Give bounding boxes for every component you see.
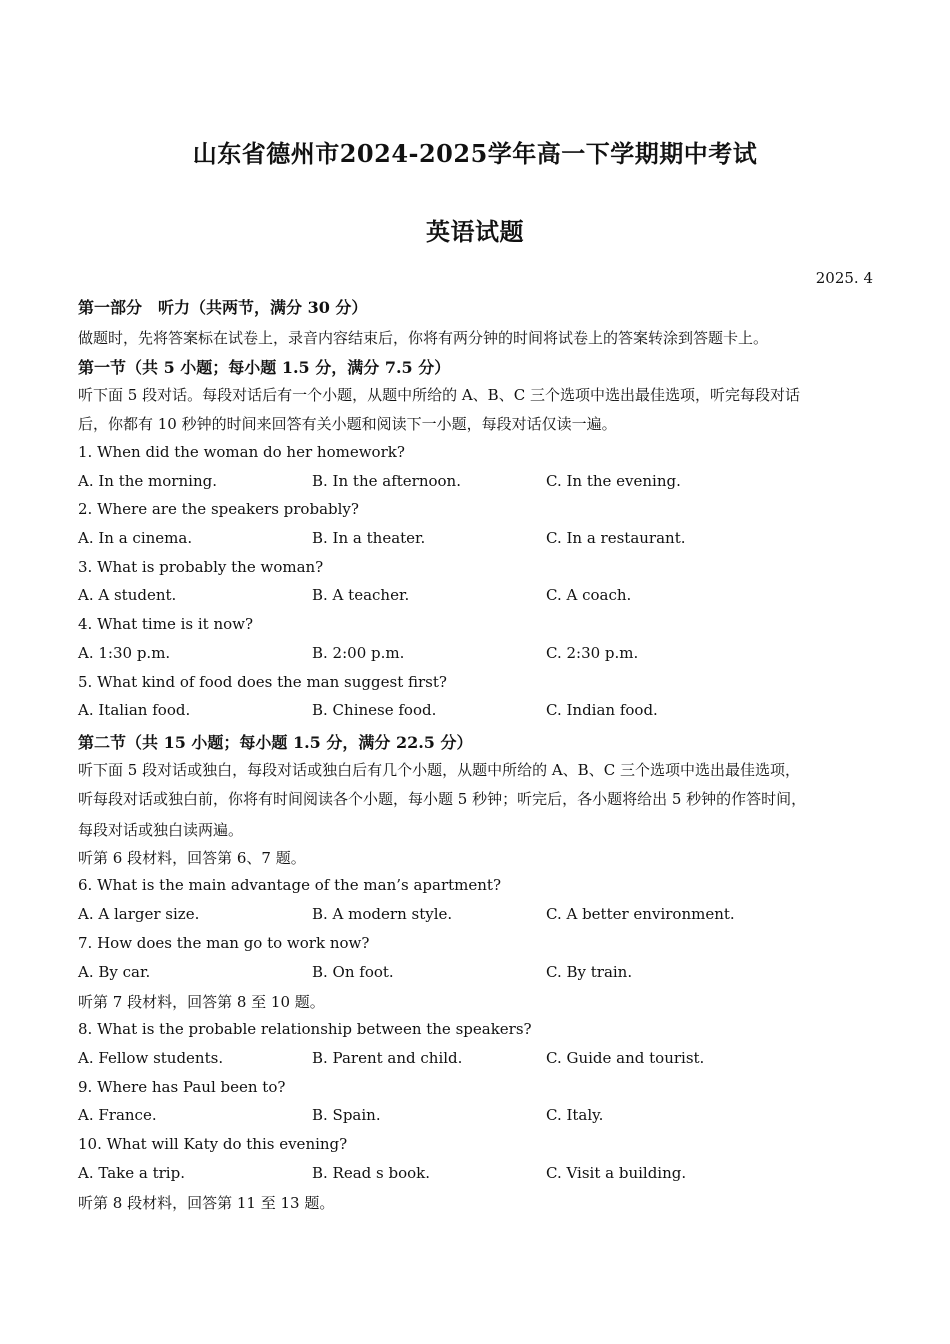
option-4c: C. 2:30 p.m. bbox=[546, 644, 639, 662]
section2-heading: 第二节（共 15 小题；每小题 1.5 分，满分 22.5 分） bbox=[78, 733, 473, 752]
exam-date: 2025. 4 bbox=[815, 269, 873, 287]
option-3c: C. A coach. bbox=[546, 586, 632, 604]
option-4a: A. 1:30 p.m. bbox=[78, 644, 171, 662]
section1-instruction-2: 后，你都有 10 秒钟的时间来回答有关小题和阅读下一小题，每段对话仅读一遍。 bbox=[78, 415, 617, 433]
option-7c: C. By train. bbox=[546, 963, 633, 981]
option-1a: A. In the morning. bbox=[78, 472, 217, 490]
option-2a: A. In a cinema. bbox=[78, 529, 193, 547]
option-8b: B. Parent and child. bbox=[312, 1049, 463, 1067]
section2-instruction-2: 听每段对话或独白前，你将有时间阅读各个小题，每小题 5 秒钟；听完后，各小题将给出 5 秒钟的作答时间， bbox=[78, 790, 807, 808]
option-10a: A. Take a trip. bbox=[78, 1164, 185, 1182]
exam-subject: 英语试题 bbox=[426, 217, 524, 246]
option-5a: A. Italian food. bbox=[78, 701, 191, 719]
option-2c: C. In a restaurant. bbox=[546, 529, 686, 547]
question-8: 8. What is the probable relationship between the speakers? bbox=[78, 1020, 532, 1038]
option-5c: C. Indian food. bbox=[546, 701, 658, 719]
material-6-note: 听第 6 段材料，回答第 6、7 题。 bbox=[78, 849, 306, 867]
question-3: 3. What is probably the woman? bbox=[78, 558, 324, 576]
question-7: 7. How does the man go to work now? bbox=[78, 934, 370, 952]
question-1: 1. When did the woman do her homework? bbox=[78, 443, 405, 461]
option-3a: A. A student. bbox=[78, 586, 177, 604]
option-10b: B. Read s book. bbox=[312, 1164, 431, 1182]
option-2b: B. In a theater. bbox=[312, 529, 426, 547]
part1-heading: 第一部分 听力（共两节，满分 30 分） bbox=[78, 298, 368, 317]
option-10c: C. Visit a building. bbox=[546, 1164, 687, 1182]
question-5: 5. What kind of food does the man suggest first? bbox=[78, 673, 447, 691]
option-8a: A. Fellow students. bbox=[78, 1049, 224, 1067]
section2-instruction-3: 每段对话或独白读两遍。 bbox=[78, 821, 244, 839]
question-9: 9. Where has Paul been to? bbox=[78, 1078, 286, 1096]
option-5b: B. Chinese food. bbox=[312, 701, 437, 719]
section2-instruction-1: 听下面 5 段对话或独白，每段对话或独白后有几个小题，从题中所给的 A、B、C 三个选项中选出最佳选项， bbox=[78, 761, 800, 779]
part1-instruction: 做题时，先将答案标在试卷上，录音内容结束后，你将有两分钟的时间将试卷上的答案转涂到答题卡上。 bbox=[78, 329, 769, 347]
question-10: 10. What will Katy do this evening? bbox=[78, 1135, 348, 1153]
exam-title: 山东省德州市2024-2025学年高一下学期期中考试 bbox=[192, 139, 758, 168]
option-9c: C. Italy. bbox=[546, 1106, 604, 1124]
option-1c: C. In the evening. bbox=[546, 472, 681, 490]
option-9a: A. France. bbox=[78, 1106, 157, 1124]
option-7b: B. On foot. bbox=[312, 963, 394, 981]
option-7a: A. By car. bbox=[78, 963, 151, 981]
option-9b: B. Spain. bbox=[312, 1106, 381, 1124]
section1-instruction-1: 听下面 5 段对话。每段对话后有一个小题，从题中所给的 A、B、C 三个选项中选出最佳选项，听完每段对话 bbox=[78, 386, 800, 404]
question-4: 4. What time is it now? bbox=[78, 615, 254, 633]
question-2: 2. Where are the speakers probably? bbox=[78, 500, 359, 518]
option-6a: A. A larger size. bbox=[78, 905, 200, 923]
option-6c: C. A better environment. bbox=[546, 905, 735, 923]
option-8c: C. Guide and tourist. bbox=[546, 1049, 705, 1067]
material-7-note: 听第 7 段材料，回答第 8 至 10 题。 bbox=[78, 993, 325, 1011]
option-3b: B. A teacher. bbox=[312, 586, 410, 604]
material-8-note: 听第 8 段材料，回答第 11 至 13 题。 bbox=[78, 1194, 335, 1212]
question-6: 6. What is the main advantage of the man’s apartment? bbox=[78, 876, 501, 894]
option-6b: B. A modern style. bbox=[312, 905, 453, 923]
option-1b: B. In the afternoon. bbox=[312, 472, 461, 490]
section1-heading: 第一节（共 5 小题；每小题 1.5 分，满分 7.5 分） bbox=[78, 358, 451, 377]
option-4b: B. 2:00 p.m. bbox=[312, 644, 405, 662]
